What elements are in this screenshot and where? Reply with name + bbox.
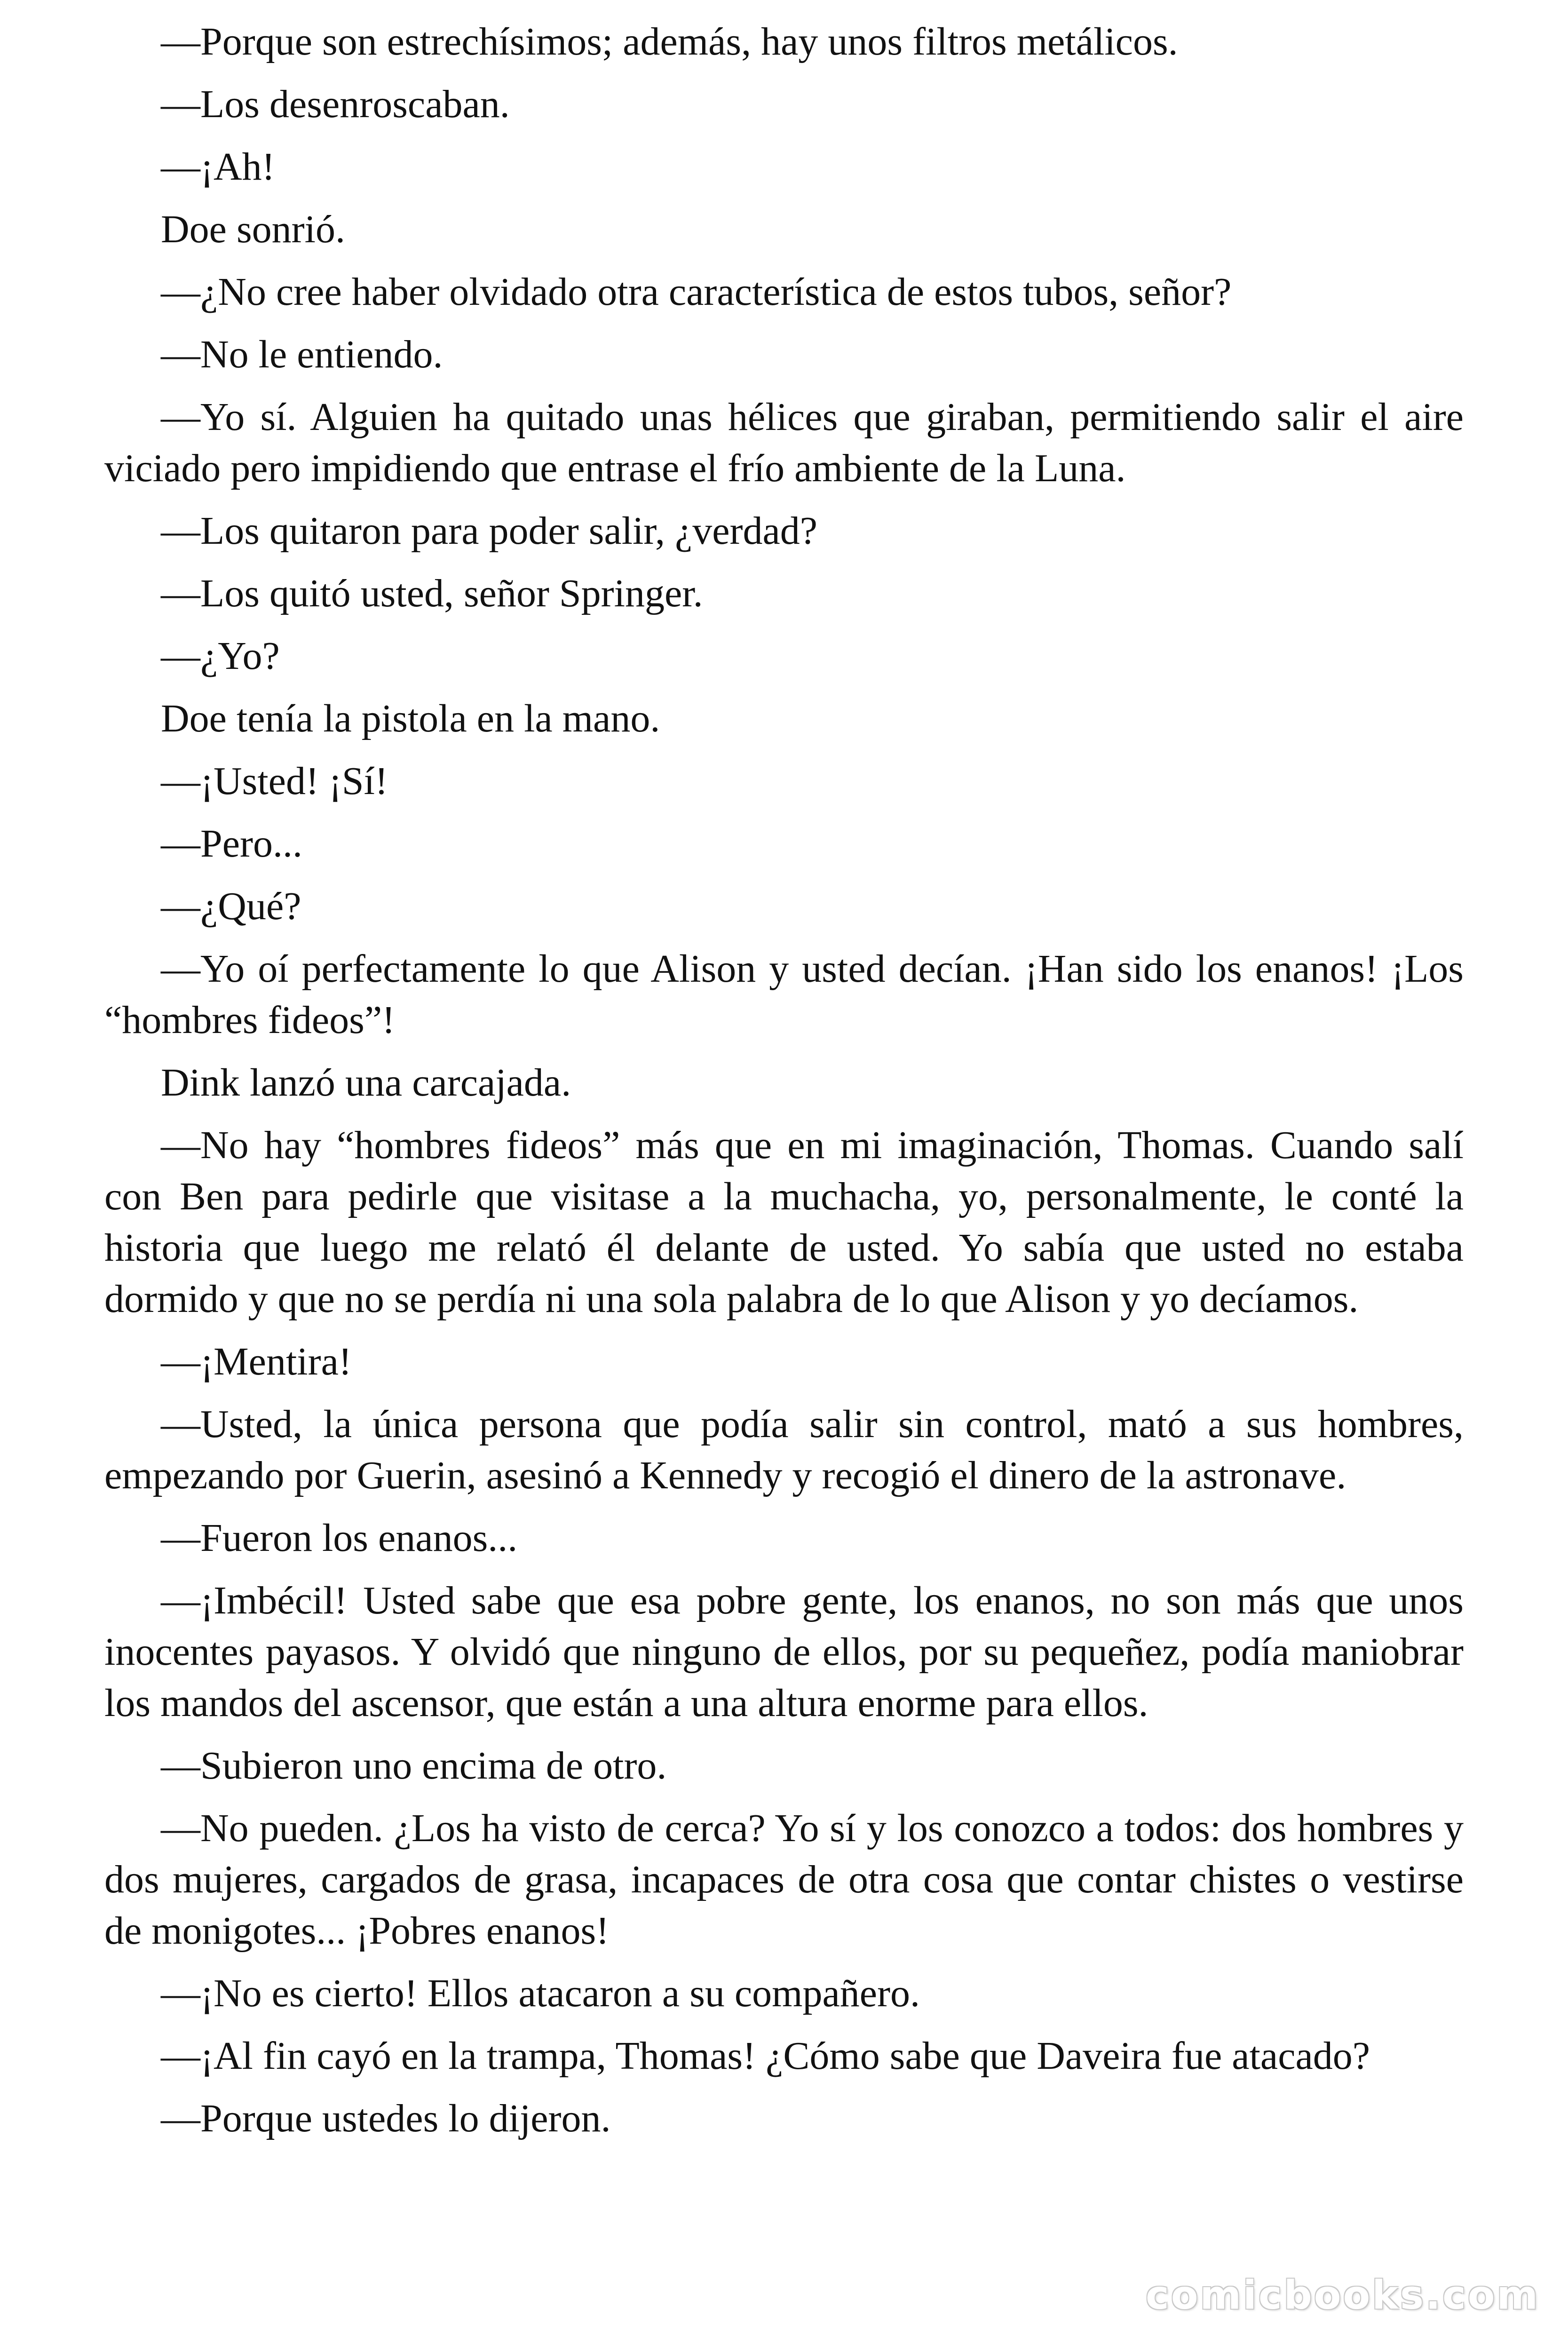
paragraph: Doe tenía la pistola en la mano. — [161, 697, 660, 740]
paragraph: —Yo oí perfectamente lo que Alison y usted decían. ¡Han sido los enanos! ¡Los “hombres fideos”! — [104, 947, 1464, 1042]
paragraph: —¡No es cierto! Ellos atacaron a su compañero. — [161, 1971, 920, 2015]
paragraph: —¡Usted! ¡Sí! — [161, 759, 388, 803]
text-column — [104, 16, 1464, 2155]
paragraph: —Pero... — [161, 822, 302, 866]
paragraph: —¡Mentira! — [161, 1340, 352, 1383]
paragraph: Dink lanzó una carcajada. — [161, 1061, 571, 1104]
paragraph: —Los quitó usted, señor Springer. — [161, 572, 703, 615]
paragraph: —Porque ustedes lo dijeron. — [161, 2097, 611, 2140]
paragraph: —No le entiendo. — [161, 333, 443, 376]
paragraph: —Fueron los enanos... — [161, 1516, 518, 1560]
paragraph: —¿Yo? — [161, 634, 280, 678]
paragraph: Doe sonrió. — [161, 207, 345, 251]
paragraph: —Usted, la única persona que podía salir sin control, mató a sus hombres, empezando por Guerin, asesinó a Kennedy y recogió el dinero de la astronave. — [104, 1402, 1464, 1497]
paragraph: —¿Qué? — [161, 884, 301, 928]
paragraph: —No pueden. ¿Los ha visto de cerca? Yo sí y los conozco a todos: dos hombres y dos mujeres, cargados de grasa, incapaces de otra cosa que contar chistes o vestirse de monigotes... ¡Pobres enanos! — [104, 1806, 1464, 1953]
paragraph: —Porque son estrechísimos; además, hay unos filtros metálicos. — [161, 20, 1178, 64]
paragraph: —¡Ah! — [161, 145, 275, 189]
paragraph: —No hay “hombres fideos” más que en mi imaginación, Thomas. Cuando salí con Ben para pedirle que visitase a la muchacha, yo, personalmente, le conté la historia que luego me relató él delante de usted. Yo sabía que usted no estaba dormido y que no se perdía ni una sola palabra de lo que Alison y yo decíamos. — [104, 1123, 1464, 1321]
paragraph: —¡Imbécil! Usted sabe que esa pobre gente, los enanos, no son más que unos inocentes payasos. Y olvidó que ninguno de ellos, por su pequeñez, podía maniobrar los mandos del ascensor, que están a una altura enorme para ellos. — [104, 1579, 1464, 1725]
paragraph: —¿No cree haber olvidado otra característica de estos tubos, señor? — [161, 270, 1232, 314]
paragraph: —Los quitaron para poder salir, ¿verdad? — [161, 509, 818, 553]
paragraph: —¡Al fin cayó en la trampa, Thomas! ¿Cómo sabe que Daveira fue atacado? — [161, 2034, 1370, 2078]
watermark: comicbooks.com — [1146, 2272, 1540, 2318]
paragraph: —Subieron uno encima de otro. — [161, 1744, 667, 1788]
paragraph: —Los desenroscaban. — [161, 82, 510, 126]
paragraph: —Yo sí. Alguien ha quitado unas hélices que giraban, permitiendo salir el aire viciado pero impidiendo que entrase el frío ambiente de la Luna. — [104, 395, 1464, 490]
